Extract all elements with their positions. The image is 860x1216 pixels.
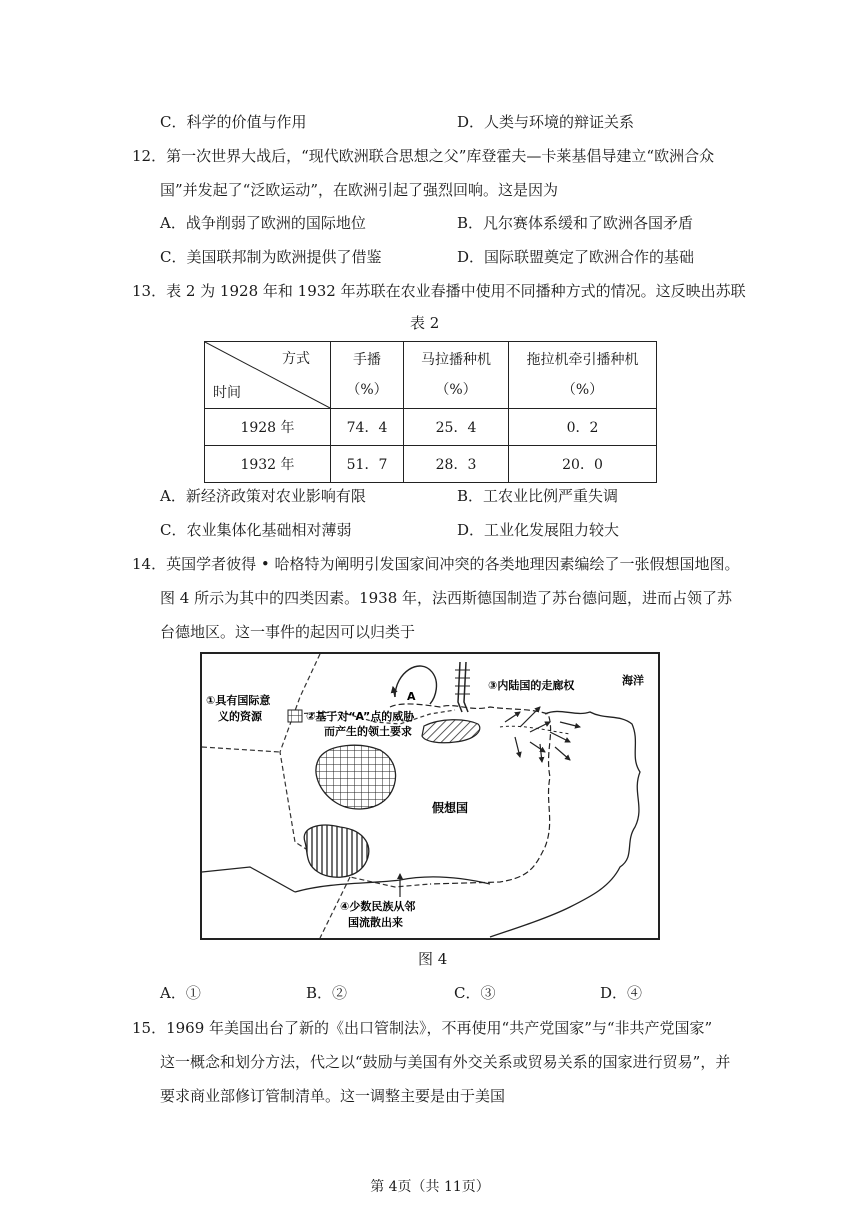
- q15-stem-line3: 要求商业部修订管制清单。这一调整主要是由于美国: [160, 1087, 506, 1105]
- col-header-unit: （%）: [435, 382, 477, 398]
- q13-stem-line1: 13．表 2 为 1928 年和 1932 年苏联在农业春播中使用不同播种方式的情况。这反映出苏联: [132, 282, 746, 300]
- q12-option-a: A．战争削弱了欧洲的国际地位: [160, 214, 366, 232]
- q15-stem-line2: 这一概念和划分方法，代之以“鼓励与美国有外交关系或贸易关系的国家进行贸易”，并: [160, 1053, 731, 1071]
- q13-option-b: B．工农业比例严重失调: [457, 487, 619, 505]
- col-header-hand: [331, 342, 404, 409]
- q12-option-d: D．国际联盟奠定了欧洲合作的基础: [457, 248, 695, 266]
- q14-option-d: D．④: [600, 984, 643, 1002]
- table-row: [205, 446, 657, 483]
- q14-stem-line3: 台德地区。这一事件的起因可以归类于: [160, 623, 416, 641]
- q14-option-a: A．①: [160, 984, 201, 1002]
- q13-option-a: A．新经济政策对农业影响有限: [160, 487, 366, 505]
- cell-value: 28．3: [404, 446, 509, 483]
- q14-stem-line1: 14．英国学者彼得 • 哈格特为阐明引发国家间冲突的各类地理因素编绘了一张假想国地图。: [132, 555, 740, 573]
- label-resource-2: 义的资源: [218, 710, 262, 723]
- minority-region: [304, 825, 369, 877]
- q14-option-b: B．②: [306, 984, 348, 1002]
- row-year: 1932 年: [205, 446, 331, 483]
- col-header-tractor: [509, 342, 657, 409]
- col-header-unit: （%）: [346, 382, 388, 398]
- row-year: 1928 年: [205, 409, 331, 446]
- cell-value: 51．7: [331, 446, 404, 483]
- col-header-unit: （%）: [561, 382, 604, 398]
- sowing-methods-table: [204, 341, 657, 483]
- q13-option-c: C．农业集体化基础相对薄弱: [160, 521, 352, 539]
- cell-value: 20．0: [509, 446, 657, 483]
- page-footer: 第 4页（共 11页）: [370, 1179, 490, 1195]
- q12-stem-line2: 国”并发起了“泛欧运动”，在欧洲引起了强烈回响。这是因为: [160, 181, 559, 199]
- table-caption: 表 2: [410, 314, 440, 332]
- label-minority-1: ④少数民族从邻: [340, 900, 416, 913]
- q13-option-d: D．工业化发展阻力较大: [457, 521, 620, 539]
- cell-value: 25．4: [404, 409, 509, 446]
- q11-option-d: D．人类与环境的辩证关系: [457, 113, 635, 131]
- resource-legend-swatch: [288, 710, 302, 722]
- col-header-name: 手播: [353, 352, 381, 368]
- cell-value: 74．4: [331, 409, 404, 446]
- table-corner-cell: [205, 342, 331, 409]
- col-header-name: 拖拉机牵引播种机: [526, 352, 639, 368]
- q12-stem-line1: 12．第一次世界大战后，“现代欧洲联合思想之父”库登霍夫—卡莱基倡导建立“欧洲合众: [132, 147, 715, 165]
- point-a-label: A: [407, 690, 416, 703]
- figure-caption: 图 4: [418, 950, 448, 968]
- label-resource-1: ①具有国际意: [206, 694, 271, 707]
- corner-label-time: 时间: [213, 385, 241, 401]
- q11-option-c: C．科学的价值与作用: [160, 113, 307, 131]
- label-country: 假想国: [432, 801, 469, 815]
- cell-value: 0．2: [509, 409, 657, 446]
- hypothetical-country-map: [200, 652, 660, 940]
- label-minority-2: 国流散出来: [348, 916, 403, 929]
- label-ocean: 海洋: [622, 674, 644, 687]
- table-row: [205, 409, 657, 446]
- q14-option-c: C．③: [454, 984, 496, 1002]
- q12-option-b: B．凡尔赛体系缓和了欧洲各国矛盾: [457, 214, 694, 232]
- col-header-horse: [404, 342, 509, 409]
- label-threat-2: 而产生的领土要求: [324, 725, 412, 738]
- label-corridor: ③内陆国的走廊权: [488, 679, 575, 692]
- q14-stem-line2: 图 4 所示为其中的四类因素。1938 年，法西斯德国制造了苏台德问题，进而占领了苏: [160, 589, 733, 607]
- label-threat-1: ②基于对“A”点的威胁: [306, 710, 415, 723]
- col-header-name: 马拉播种机: [421, 352, 491, 368]
- q15-stem-line1: 15．1969 年美国出台了新的《出口管制法》，不再使用“共产党国家”与“非共产党国家”: [132, 1019, 713, 1037]
- corner-label-method: 方式: [282, 351, 310, 367]
- q12-option-c: C．美国联邦制为欧洲提供了借鉴: [160, 248, 382, 266]
